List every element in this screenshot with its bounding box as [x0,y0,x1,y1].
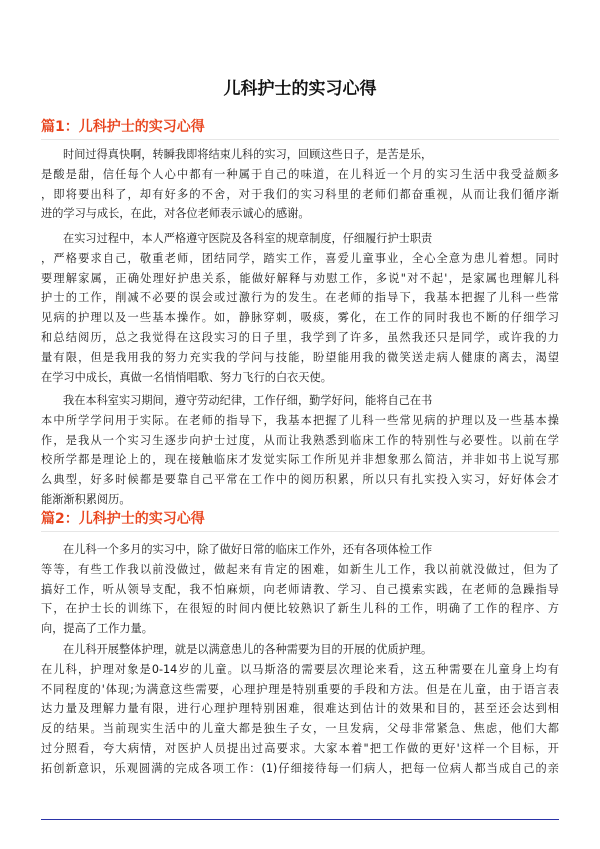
section-heading-2: 篇2：儿科护士的实习心得 [41,511,205,527]
text-line: 等等，有些工作我以前没做过，做起来有肯定的困难，如新生儿工作，我以前就没做过，但为了 [41,562,559,576]
text-line: 是酸是甜，信任每个人心中都有一种属于自己的味道，在儿科近一个月的实习生活中我受益颇多 [41,167,559,181]
text-line: 见病的护理以及一些基本操作。如，静脉穿刺，吸痰，雾化，在工作的同时我也不断的仔细学习 [41,311,559,325]
section-divider-2 [41,531,559,532]
paragraph-1-2 [41,229,559,387]
text-line: 反的结果。当前现实生活中的儿童大都是独生子女，一旦发病，父母非常紧急、焦虑，他们大都 [41,722,559,736]
text-line: 向，提高了工作力量。 [41,622,153,636]
text-line: ，严格要求自己，敬重老师，团结同学，踏实工作，喜爱儿童事业，全心全意为患儿着想。同时 [41,251,559,265]
text-line: 不同程度的'体现;为满意这些需要，心理护理是特别重要的手段和方法。但是在儿童，由于语言表 [41,682,559,696]
text-line: 达力量及理解力量有限，进行心理护理特别困难，很难达到估计的效果和目的，甚至还会达到相 [41,702,559,716]
document-title: 儿科护士的实习心得 [223,79,377,99]
paragraph-1-1 [41,145,559,224]
footer-divider [41,819,559,820]
text-line: 校所学都是理论上的，现在接触临床才发觉实际工作所见并非想象那么简洁，并非如书上说写那 [41,453,559,467]
text-line: 作，是我从一个实习生逐步向护士过度，从而让我熟悉到临床工作的特别性与必要性。以前在学 [41,433,559,447]
text-line: 过分照看，夸大病情，对医护人员提出过高要求。大家本着"把工作做的更好'这样一个目标，开 [41,741,559,755]
text-line: 能渐渐积累阅历。 [41,492,131,506]
text-line: 护士的工作，削减不必要的误会或过激行为的发生。在老师的指导下，我基本把握了儿科一些常 [41,291,559,305]
text-line: 在实习过程中，本人严格遵守医院及各科室的规章制度，仔细履行护士职责 [63,232,433,245]
text-line: 下，在护士长的训练下，在很短的时间内便比较熟识了新生儿科的工作，明确了工作的程序、方 [41,602,559,616]
text-line: 么典型，好多时候都是要靠自己平常在工作中的阅历积累，所以只有扎实投入实习，好好体会才 [41,473,559,487]
text-line: 我在本科室实习期间，遵守劳动纪律，工作仔细，勤学好问，能将自己在书 [63,394,433,407]
text-line: 进的学习与成长，在此，对各位老师表示诚心的感谢。 [41,207,310,221]
text-line: 在儿科，护理对象是0-14岁的儿童。以马斯洛的需要层次理论来看，这五种需要在儿童身上均有 [41,662,559,676]
paragraph-2-1 [41,540,559,639]
section-divider-1 [41,139,559,140]
text-line: 在儿科开展整体护理，就是以满意患儿的各种需要为目的开展的优质护理。 [63,643,433,656]
text-line: 拓创新意识，乐观圆满的完成各项工作：(1)仔细接待每一们病人，把每一位病人都当成自己的亲 [41,761,559,775]
text-line: 在学习中成长，真做一名悄悄唱歌、努力飞行的白衣天使。 [41,370,332,384]
section-heading-1: 篇1：儿科护士的实习心得 [41,119,205,135]
text-line: 和总结阅历，总之我觉得在这段实习的日子里，我学到了许多，虽然我还只是同学，或许我的力 [41,330,559,344]
text-line: 时间过得真快啊，转瞬我即将结束儿科的实习，回顾这些日子，是苦是乐， [63,148,433,161]
text-line: ，即将要出科了，却有好多的不舍，对于我们的实习科里的老师们都奋重视，从而让我们循序渐 [41,187,559,201]
paragraph-1-3 [41,391,559,510]
paragraph-2-2 [41,640,559,779]
text-line: 搞好工作，听从领导支配，我不怕麻烦，向老师请教、学习、自己摸索实践，在老师的急躁指导 [41,582,559,596]
text-line: 要理解家属，正确处理好护患关系，能做好解释与劝慰工作，多说"对不起'，是家属也理解儿科 [41,271,559,285]
text-line: 在儿科一个多月的实习中，除了做好日常的临床工作外，还有各项体检工作 [63,543,433,556]
text-line: 本中所学学问用于实际。在老师的指导下，我基本把握了儿科一些常见病的护理以及一些基本操 [41,413,559,427]
text-line: 量有限，但是我用我的努力充实我的学问与技能，盼望能用我的微笑送走病人健康的离去，渴望 [41,350,559,364]
